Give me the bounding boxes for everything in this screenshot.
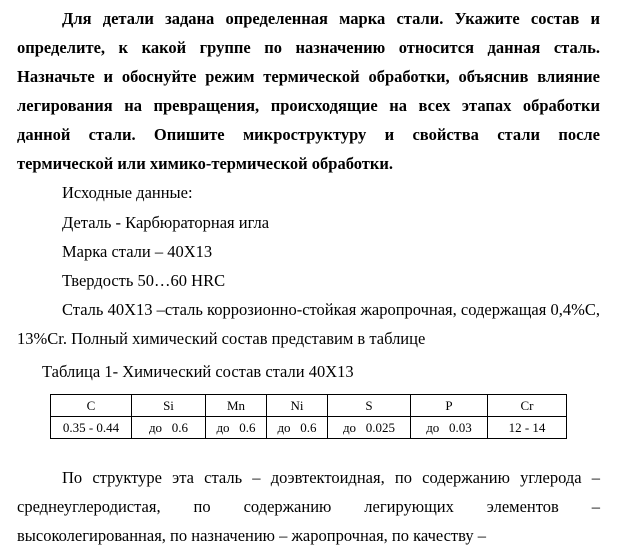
- value-cell-mn: до 0.6: [206, 417, 267, 439]
- header-cell-s: S: [328, 395, 411, 417]
- initial-data-hardness: Твердость 50…60 HRC: [62, 271, 226, 290]
- conclusion-paragraph: По структуре эта сталь – доэвтектоидная, по содержанию углерода – среднеуглеродистая, по содержанию легирующих элементов – высоколегированная, по назначению – жаропрочная, по качеству –: [17, 468, 600, 545]
- task-statement: Для детали задана определенная марка стали. Укажите состав и определите, к какой группе по назначению относится данная сталь. Назначьте и обоснуйте режим термической обработки, объяснив влияние легирования на превращения, происходящие на всех этапах обработки данной стали. Опишите микроструктуру и свойства стали после термической или химико-термической обработки.: [17, 9, 600, 173]
- header-cell-cr: Cr: [488, 395, 567, 417]
- header-cell-p: P: [411, 395, 488, 417]
- value-cell-s: до 0.025: [328, 417, 411, 439]
- value-cell-p: до 0.03: [411, 417, 488, 439]
- header-cell-c: C: [51, 395, 132, 417]
- value-cell-c: 0.35 - 0.44: [51, 417, 132, 439]
- header-cell-ni: Ni: [267, 395, 328, 417]
- value-cell-cr: 12 - 14: [488, 417, 567, 439]
- initial-data-part: Деталь - Карбюраторная игла: [62, 213, 270, 232]
- value-cell-ni: до 0.6: [267, 417, 328, 439]
- table-caption: Таблица 1- Химический состав стали 40Х13: [42, 362, 354, 381]
- header-cell-mn: Mn: [206, 395, 267, 417]
- initial-data-heading: Исходные данные:: [62, 183, 193, 202]
- chemical-composition-table: [50, 394, 567, 439]
- header-cell-si: Si: [132, 395, 206, 417]
- initial-data-grade: Марка стали – 40Х13: [62, 242, 213, 261]
- table-row: [51, 417, 567, 439]
- steel-description: Сталь 40Х13 –сталь коррозионно-стойкая жаропрочная, содержащая 0,4%С, 13%Cr. Полный химический состав представим в таблице: [17, 300, 600, 348]
- table-header-row: [51, 395, 567, 417]
- value-cell-si: до 0.6: [132, 417, 206, 439]
